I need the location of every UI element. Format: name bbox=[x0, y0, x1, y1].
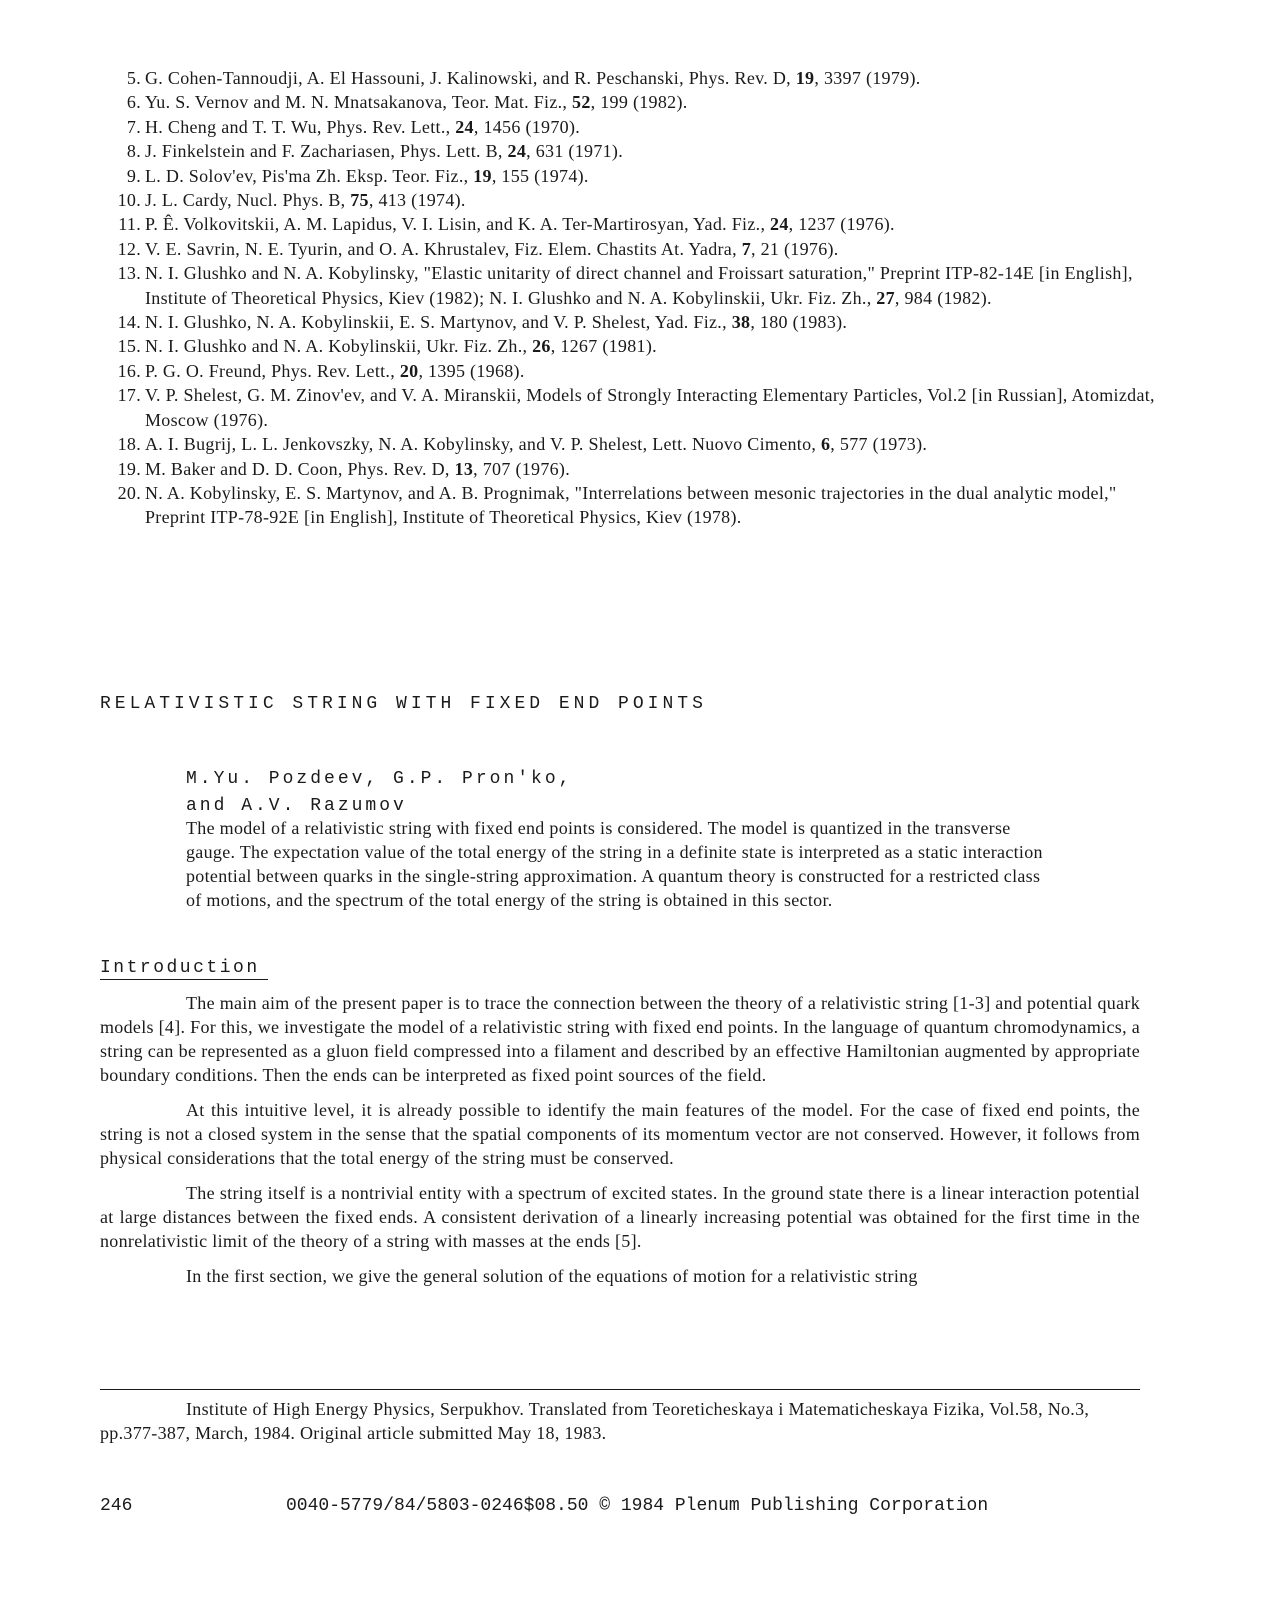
reference-number: 20. bbox=[117, 482, 141, 503]
reference-fragment: N. A. Kobylinsky, E. S. Martynov, and A. B. Prognimak, "Interrelations between mesonic trajectories in the dual analytic model," Preprint ITP-78-92E [in English], Institute of Theoretical Physics, Kiev (1978). bbox=[145, 482, 1117, 528]
reference-fragment: , 631 (1971). bbox=[526, 141, 624, 162]
paragraph: In the first section, we give the general solution of the equations of motion for a relativistic string bbox=[186, 1266, 918, 1286]
reference-item bbox=[100, 139, 1180, 163]
reference-text bbox=[145, 164, 1180, 188]
reference-fragment: , 984 (1982). bbox=[894, 287, 992, 308]
reference-volume: 19 bbox=[795, 68, 815, 88]
paragraph: The string itself is a nontrivial entity with a spectrum of excited states. In the ground state there is a linear interaction potential at large distances between the fixed ends. A consistent derivation of a linearly increasing potential was obtained for the first time in the nonrelativistic limit of the theory of a string with masses at the ends [5]. bbox=[100, 1183, 1140, 1251]
footnote-divider bbox=[100, 1389, 1140, 1390]
reference-fragment: H. Cheng and T. T. Wu, Phys. Rev. Lett., bbox=[145, 116, 456, 137]
reference-number: 8. bbox=[126, 141, 141, 162]
reference-item bbox=[100, 212, 1180, 236]
reference-number: 14. bbox=[117, 312, 141, 333]
reference-fragment: , 199 (1982). bbox=[590, 92, 688, 113]
section-heading-introduction: Introduction bbox=[100, 958, 268, 980]
reference-number: 17. bbox=[117, 385, 141, 406]
reference-fragment: N. I. Glushko and N. A. Kobylinsky, "Elastic unitarity of direct channel and Froissart saturation," Preprint ITP-82-14E [in English], Institute of Theoretical Physics, Kiev (1982); N. I. Glushko and N. A. Kobylinskii, Ukr. Fiz. Zh., bbox=[145, 263, 1133, 308]
reference-fragment: , 1267 (1981). bbox=[550, 336, 657, 357]
article-authors bbox=[186, 766, 572, 820]
reference-volume: 27 bbox=[876, 287, 895, 308]
reference-fragment: L. D. Solov'ev, Pis'ma Zh. Eksp. Teor. Fiz., bbox=[145, 165, 474, 186]
reference-fragment: , 3397 (1979). bbox=[814, 68, 921, 88]
reference-fragment: V. P. Shelest, G. M. Zinov'ev, and V. A. Miranskii, Models of Strongly Interacting Elementary Particles, Vol.2 [in Russian], Atomizdat, Moscow (1976). bbox=[145, 385, 1155, 430]
reference-item bbox=[100, 237, 1180, 261]
reference-fragment: V. E. Savrin, N. E. Tyurin, and O. A. Khrustalev, Fiz. Elem. Chastits At. Yadra, bbox=[145, 238, 742, 259]
reference-number: 7. bbox=[126, 116, 141, 137]
reference-text bbox=[145, 481, 1180, 530]
reference-text bbox=[145, 334, 1180, 358]
reference-item bbox=[100, 481, 1180, 530]
reference-text bbox=[145, 66, 1180, 90]
reference-text bbox=[145, 310, 1180, 334]
reference-fragment: , 1237 (1976). bbox=[788, 214, 895, 235]
abstract: The model of a relativistic string with fixed end points is considered. The model is quantized in the transverse gauge. The expectation value of the total energy of the string in a definite state is interpreted as a static interaction potential between quarks in the single-string approximation. A quantum theory is constructed for a restricted class of motions, and the spectrum of the total energy of the string is obtained in this sector. bbox=[186, 818, 1043, 910]
reference-volume: 13 bbox=[454, 458, 474, 479]
reference-text bbox=[145, 261, 1180, 310]
reference-item bbox=[100, 334, 1180, 358]
reference-fragment: M. Baker and D. D. Coon, Phys. Rev. D, bbox=[145, 458, 455, 479]
reference-number: 10. bbox=[117, 190, 141, 211]
article-title: RELATIVISTIC STRING WITH FIXED END POINTS bbox=[100, 694, 707, 714]
reference-fragment: G. Cohen-Tannoudji, A. El Hassouni, J. Kalinowski, and R. Peschanski, Phys. Rev. D, bbox=[145, 68, 796, 88]
reference-volume: 38 bbox=[731, 312, 751, 333]
reference-fragment: A. I. Bugrij, L. L. Jenkovszky, N. A. Kobylinsky, and V. P. Shelest, Lett. Nuovo Cimento, bbox=[145, 434, 821, 455]
reference-text bbox=[145, 139, 1180, 163]
reference-text bbox=[145, 457, 1180, 481]
reference-item bbox=[100, 261, 1180, 310]
reference-text bbox=[145, 237, 1180, 261]
reference-number: 13. bbox=[117, 263, 141, 284]
reference-fragment: J. Finkelstein and F. Zachariasen, Phys. Lett. B, bbox=[145, 141, 508, 162]
reference-fragment: N. I. Glushko, N. A. Kobylinskii, E. S. Martynov, and V. P. Shelest, Yad. Fiz., bbox=[145, 312, 732, 333]
reference-text bbox=[145, 432, 1180, 456]
reference-volume: 19 bbox=[473, 165, 492, 186]
reference-fragment: , 707 (1976). bbox=[473, 458, 571, 479]
reference-list bbox=[100, 66, 1180, 530]
reference-item bbox=[100, 359, 1180, 383]
reference-number: 9. bbox=[126, 165, 141, 186]
reference-fragment: N. I. Glushko and N. A. Kobylinskii, Ukr. Fiz. Zh., bbox=[145, 336, 533, 357]
reference-fragment: , 1395 (1968). bbox=[418, 360, 525, 381]
reference-fragment: P. G. O. Freund, Phys. Rev. Lett., bbox=[145, 360, 400, 381]
reference-number: 15. bbox=[117, 336, 141, 357]
reference-volume: 24 bbox=[770, 214, 789, 235]
reference-text bbox=[145, 188, 1180, 212]
reference-number: 16. bbox=[117, 360, 141, 381]
reference-text bbox=[145, 359, 1180, 383]
reference-number: 5. bbox=[126, 68, 141, 88]
reference-volume: 52 bbox=[572, 92, 591, 113]
reference-text bbox=[145, 115, 1180, 139]
footnote: Institute of High Energy Physics, Serpukhov. Translated from Teoreticheskaya i Matematicheskaya Fizika, Vol.58, No.3, pp.377-387, March, 1984. Original article submitted May 18, 1983. bbox=[100, 1399, 1090, 1443]
authors-line-1: M.Yu. Pozdeev, G.P. Pron'ko, bbox=[186, 769, 573, 789]
reference-fragment: , 577 (1973). bbox=[830, 434, 928, 455]
body-text bbox=[100, 991, 1140, 1299]
reference-number: 12. bbox=[117, 238, 141, 259]
reference-volume: 75 bbox=[350, 190, 369, 211]
reference-fragment: , 155 (1974). bbox=[491, 165, 589, 186]
reference-volume: 24 bbox=[507, 141, 527, 162]
reference-fragment: , 180 (1983). bbox=[750, 312, 848, 333]
reference-fragment: , 413 (1974). bbox=[368, 190, 466, 211]
copyright-line: 0040-5779/84/5803-0246$08.50 © 1984 Plenum Publishing Corporation bbox=[286, 1496, 989, 1516]
paragraph: The main aim of the present paper is to trace the connection between the theory of a relativistic string [1-3] and potential quark models [4]. For this, we investigate the model of a relativistic string with fixed end points. In the language of quantum chromodynamics, a string can be represented as a gluon field compressed into a filament and described by an effective Hamiltonian augmented by appropriate boundary conditions. Then the ends can be interpreted as fixed point sources of the field. bbox=[100, 993, 1140, 1085]
reference-number: 18. bbox=[117, 434, 141, 455]
reference-volume: 7 bbox=[741, 238, 751, 259]
reference-item bbox=[100, 310, 1180, 334]
reference-volume: 6 bbox=[820, 434, 831, 455]
reference-number: 11. bbox=[118, 214, 141, 235]
authors-line-2: and A.V. Razumov bbox=[186, 796, 407, 816]
reference-volume: 26 bbox=[532, 336, 551, 357]
reference-fragment: , 21 (1976). bbox=[751, 238, 839, 259]
reference-item bbox=[100, 457, 1180, 481]
reference-item bbox=[100, 383, 1180, 432]
reference-text bbox=[145, 212, 1180, 236]
reference-number: 6. bbox=[126, 92, 141, 113]
reference-number: 19. bbox=[117, 458, 141, 479]
reference-volume: 24 bbox=[455, 116, 474, 137]
reference-text bbox=[145, 383, 1180, 432]
reference-volume: 20 bbox=[399, 360, 419, 381]
reference-item bbox=[100, 115, 1180, 139]
reference-item bbox=[100, 432, 1180, 456]
reference-fragment: P. Ê. Volkovitskii, A. M. Lapidus, V. I. Lisin, and K. A. Ter-Martirosyan, Yad. Fiz., bbox=[145, 214, 771, 235]
page-number: 246 bbox=[100, 1496, 133, 1516]
reference-item bbox=[100, 188, 1180, 212]
paragraph: At this intuitive level, it is already possible to identify the main features of the model. For the case of fixed end points, the string is not a closed system in the sense that the spatial components of its momentum vector are not conserved. However, it follows from physical considerations that the total energy of the string must be conserved. bbox=[100, 1100, 1140, 1168]
reference-text bbox=[145, 90, 1180, 114]
reference-fragment: J. L. Cardy, Nucl. Phys. B, bbox=[145, 190, 351, 211]
reference-item bbox=[100, 66, 1180, 90]
reference-fragment: Yu. S. Vernov and M. N. Mnatsakanova, Teor. Mat. Fiz., bbox=[145, 92, 573, 113]
reference-item bbox=[100, 90, 1180, 114]
reference-item bbox=[100, 164, 1180, 188]
reference-fragment: , 1456 (1970). bbox=[473, 116, 581, 137]
